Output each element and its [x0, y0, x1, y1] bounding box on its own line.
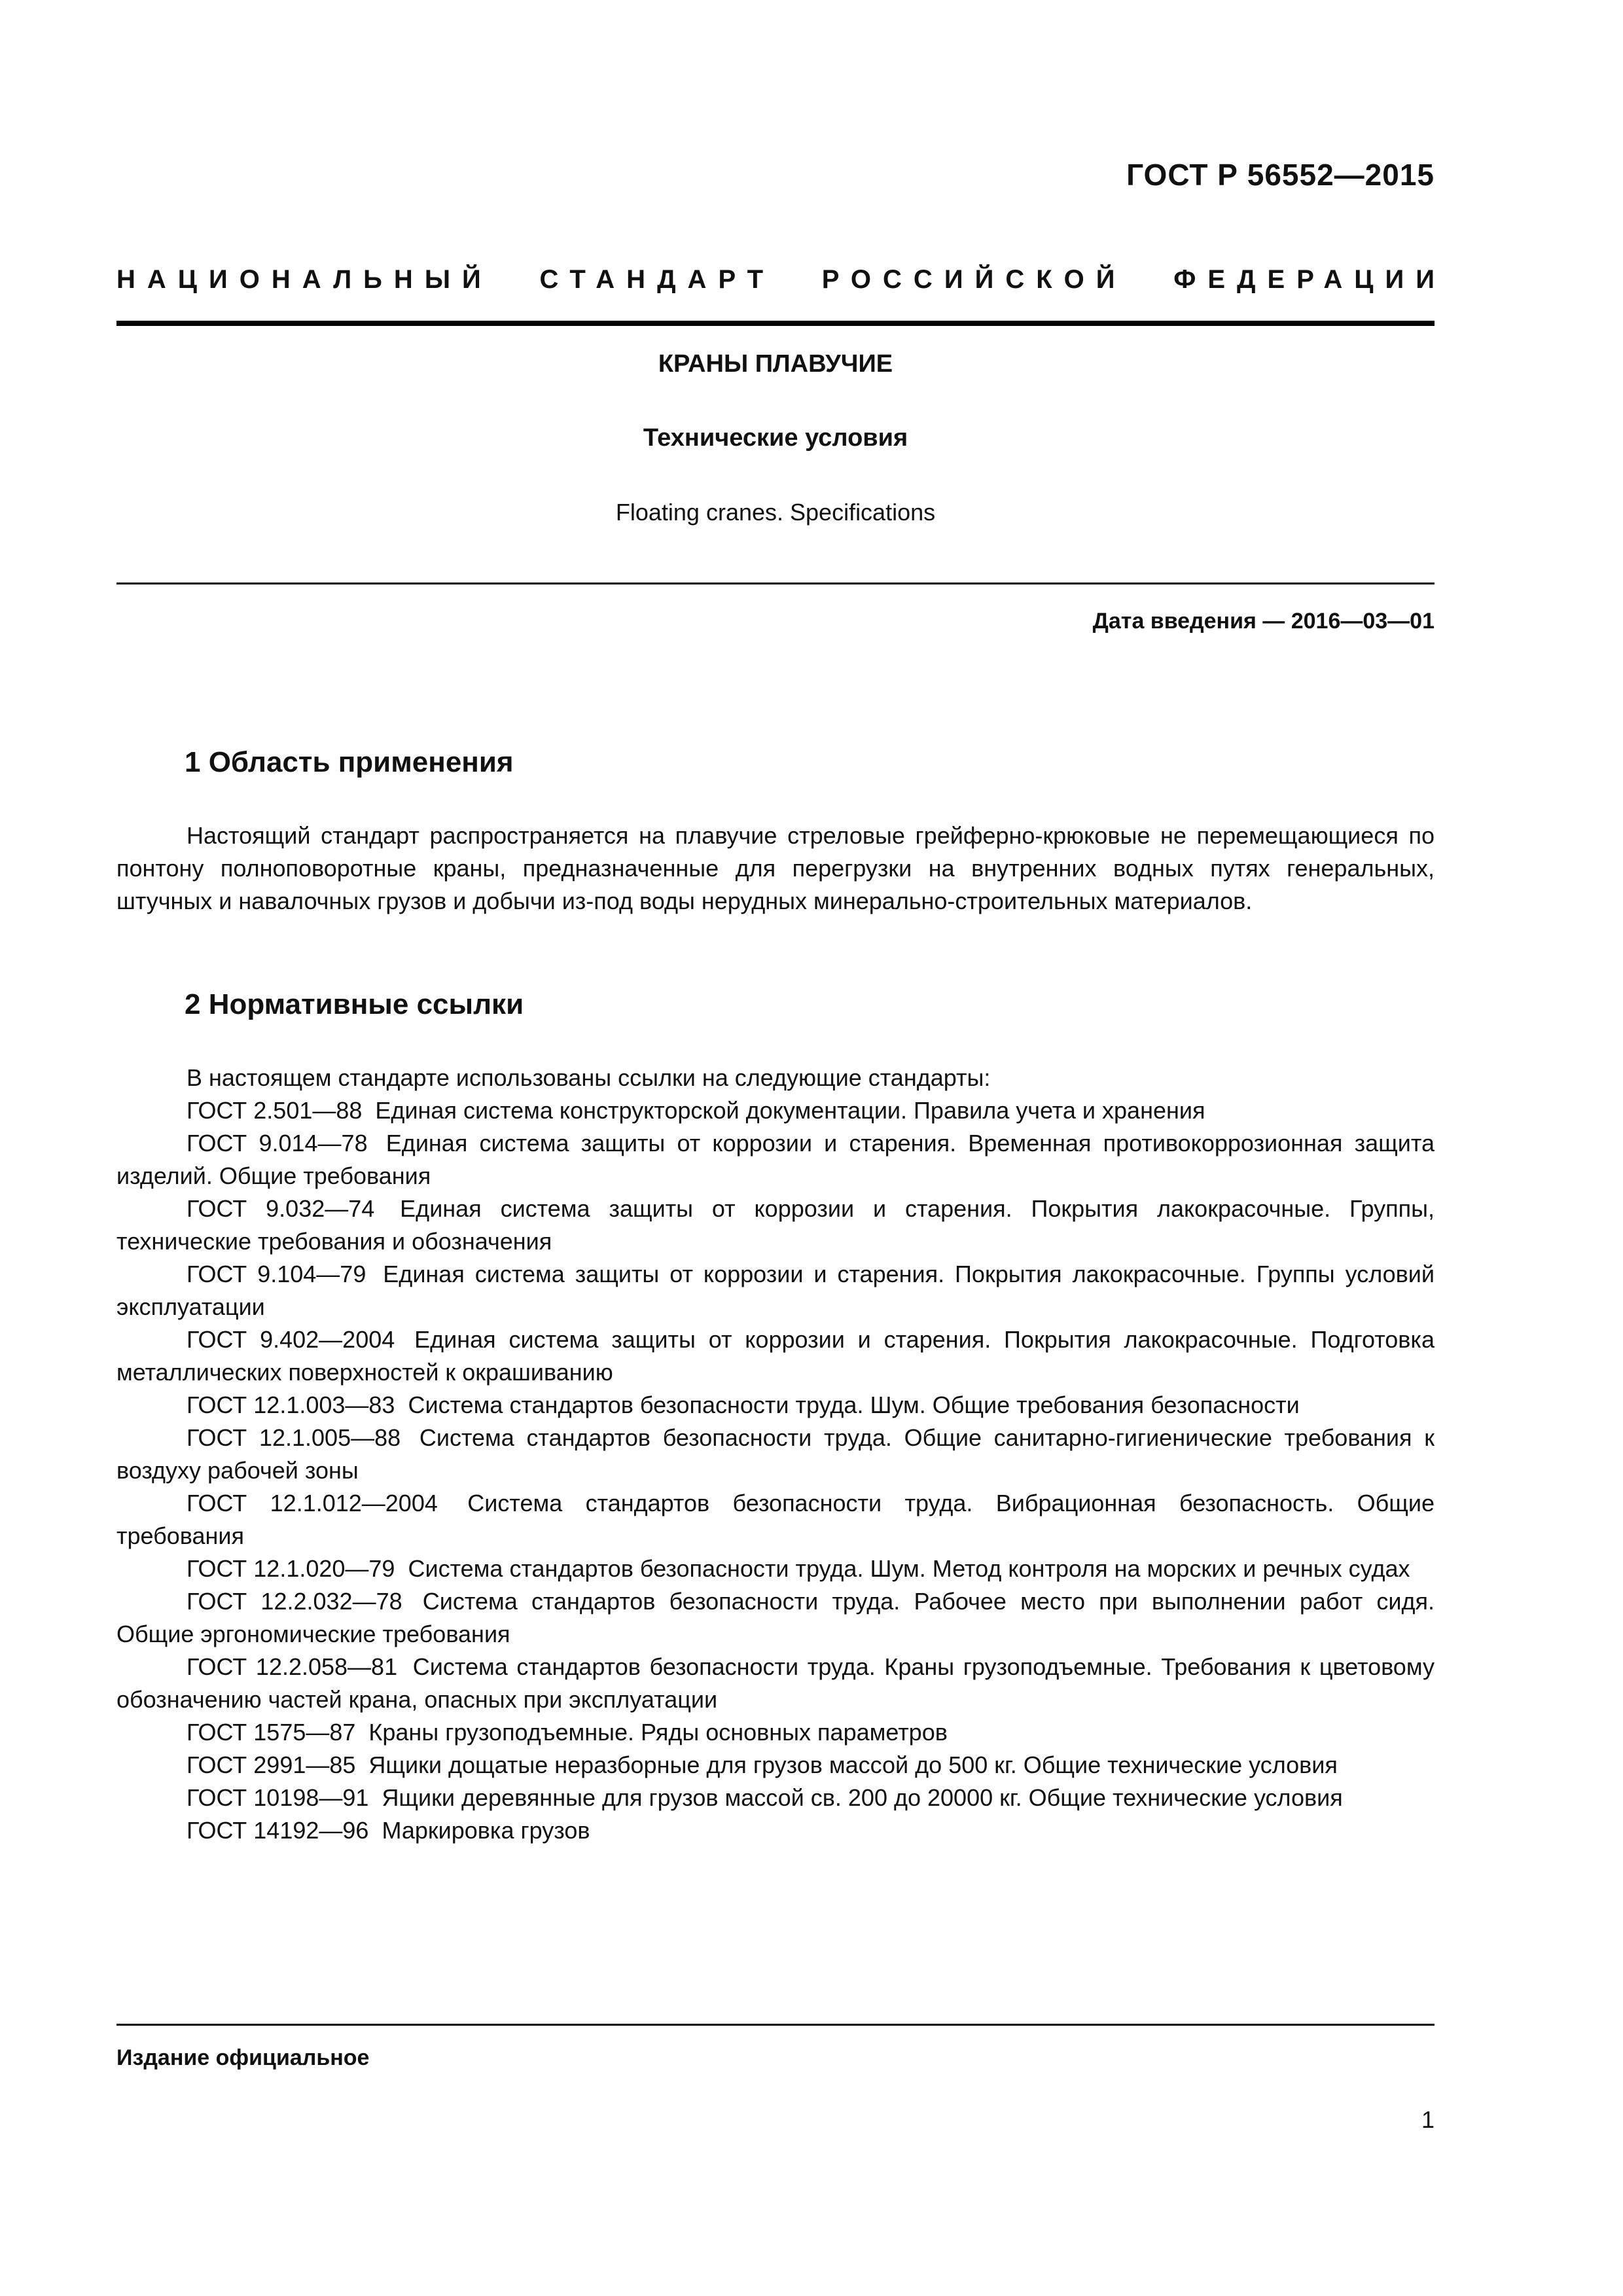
reference-code: ГОСТ 14192—96: [187, 1817, 369, 1844]
reference-code: ГОСТ 9.104—79: [187, 1261, 366, 1287]
section-paragraph: Настоящий стандарт распространяется на плавучие стреловые грейферно-крюковые не перемещающиеся по понтону полноповоротные краны, предназначенные для перегрузки на внутренних водных путях генеральных, штучных и навалочных грузов и добычи из-под воды нерудных минерально-строительных материалов.: [116, 822, 1435, 914]
banner-word: НАЦИОНАЛЬНЫЙ: [116, 265, 493, 294]
reference-title: Краны грузоподъемные. Ряды основных параметров: [368, 1719, 948, 1746]
reference-item: [116, 1487, 1435, 1552]
reference-code: ГОСТ 12.2.058—81: [187, 1653, 398, 1680]
reference-item: [116, 1782, 1435, 1814]
reference-item: [116, 1814, 1435, 1847]
reference-code: ГОСТ 12.1.012—2004: [187, 1490, 438, 1516]
footer-divider: [116, 2024, 1435, 2026]
reference-item: [116, 1749, 1435, 1782]
reference-title: Система стандартов безопасности труда. Вибрационная безопасность. Общие требования: [116, 1490, 1435, 1549]
national-standard-banner: [116, 265, 1446, 295]
reference-title: Система стандартов безопасности труда. Рабочее место при выполнении работ сидя. Общие эргономические требования: [116, 1588, 1435, 1647]
reference-title: Единая система защиты от коррозии и старения. Покрытия лакокрасочные. Подготовка металлических поверхностей к окрашиванию: [116, 1326, 1435, 1386]
reference-item: [116, 1323, 1435, 1389]
reference-title: Ящики деревянные для грузов массой св. 200 до 20000 кг. Общие технические условия: [382, 1784, 1343, 1811]
reference-title: Ящики дощатые неразборные для грузов массой до 500 кг. Общие технические условия: [368, 1751, 1338, 1778]
section-normative-references: [116, 988, 1435, 1847]
reference-item: [116, 1716, 1435, 1749]
reference-title: Единая система защиты от коррозии и старения. Покрытия лакокрасочные. Группы, технические требования и обозначения: [116, 1195, 1435, 1255]
banner-word: ФЕДЕРАЦИИ: [1173, 265, 1446, 294]
reference-title: Единая система конструкторской документации. Правила учета и хранения: [375, 1097, 1205, 1124]
reference-item: [116, 1094, 1435, 1127]
reference-code: ГОСТ 9.402—2004: [187, 1326, 395, 1353]
reference-code: ГОСТ 2991—85: [187, 1751, 356, 1778]
reference-code: ГОСТ 12.1.003—83: [187, 1391, 395, 1418]
reference-code: ГОСТ 12.1.005—88: [187, 1424, 401, 1451]
section-heading: 2 Нормативные ссылки: [185, 988, 524, 1020]
reference-item: [116, 1127, 1435, 1193]
reference-title: Единая система защиты от коррозии и старения. Временная противокоррозионная защита изделий. Общие требования: [116, 1130, 1435, 1189]
reference-list: [116, 1094, 1435, 1847]
reference-code: ГОСТ 10198—91: [187, 1784, 369, 1811]
section-heading: 1 Область применения: [185, 746, 514, 778]
page-number: 1: [1421, 2106, 1435, 2133]
banner-word: РОССИЙСКОЙ: [821, 265, 1127, 294]
reference-title: Система стандартов безопасности труда. Шум. Метод контроля на морских и речных судах: [408, 1555, 1410, 1582]
reference-title: Система стандартов безопасности труда. Краны грузоподъемные. Требования к цветовому обозначению частей крана, опасных при эксплуатации: [116, 1653, 1435, 1713]
reference-code: ГОСТ 12.2.032—78: [187, 1588, 402, 1615]
reference-item: [116, 1651, 1435, 1716]
reference-code: ГОСТ 1575—87: [187, 1719, 356, 1746]
reference-item: [116, 1389, 1435, 1422]
reference-item: [116, 1552, 1435, 1585]
section-paragraph: В настоящем стандарте использованы ссылки на следующие стандарты:: [187, 1064, 991, 1091]
banner-word: СТАНДАРТ: [539, 265, 776, 294]
introduction-date: Дата введения — 2016—03—01: [1092, 609, 1435, 634]
reference-title: Система стандартов безопасности труда. Общие санитарно-гигиенические требования к воздуху рабочей зоны: [116, 1424, 1435, 1484]
reference-code: ГОСТ 2.501—88: [187, 1097, 363, 1124]
reference-title: Система стандартов безопасности труда. Шум. Общие требования безопасности: [408, 1391, 1300, 1418]
reference-title: Единая система защиты от коррозии и старения. Покрытия лакокрасочные. Группы условий эксплуатации: [116, 1261, 1435, 1320]
title-divider: [116, 583, 1435, 584]
reference-item: [116, 1193, 1435, 1258]
reference-code: ГОСТ 9.032—74: [187, 1195, 375, 1222]
reference-code: ГОСТ 12.1.020—79: [187, 1555, 395, 1582]
document-subtitle: Технические условия: [643, 424, 908, 452]
reference-code: ГОСТ 9.014—78: [187, 1130, 368, 1157]
reference-item: [116, 1422, 1435, 1487]
document-number: ГОСТ Р 56552—2015: [1126, 158, 1435, 192]
document-title: КРАНЫ ПЛАВУЧИЕ: [658, 350, 893, 378]
english-title: Floating cranes. Specifications: [615, 499, 936, 526]
reference-item: [116, 1585, 1435, 1651]
section-scope: [116, 746, 1435, 918]
reference-item: [116, 1258, 1435, 1323]
official-edition-label: Издание официальное: [116, 2045, 370, 2070]
reference-title: Маркировка грузов: [382, 1817, 590, 1844]
header-divider: [116, 321, 1435, 326]
